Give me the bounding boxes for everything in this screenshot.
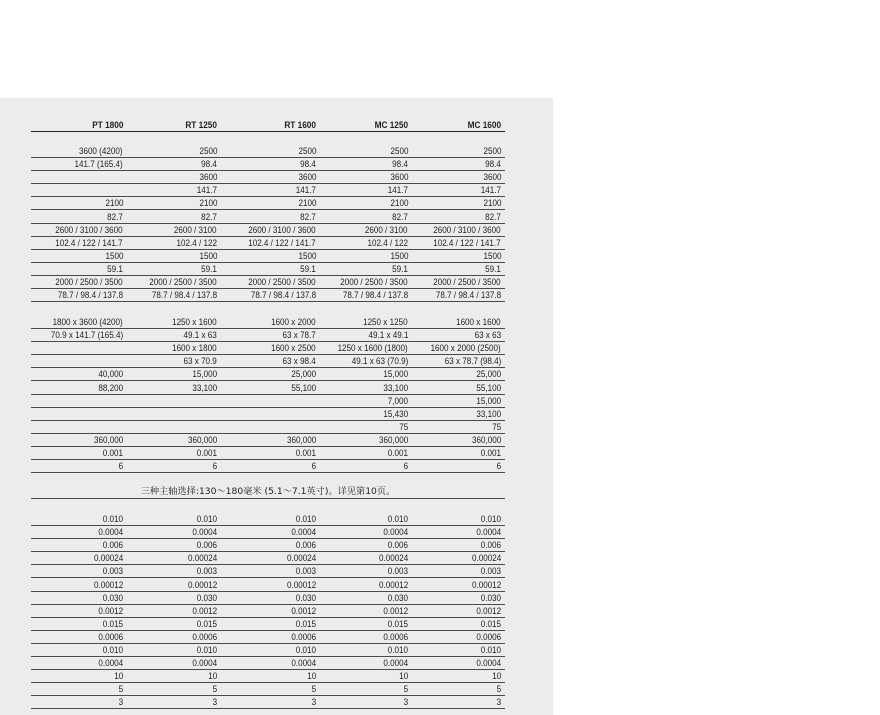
table-cell: 98.4 <box>392 159 408 169</box>
table-row <box>31 552 505 565</box>
table-cell: 102.4 / 122 / 141.7 <box>433 238 501 248</box>
table-cell: 1500 <box>390 251 408 261</box>
table-cell: 3600 <box>483 172 501 182</box>
table-row <box>31 513 505 526</box>
table-row <box>31 145 505 158</box>
table-cell: 0.010 <box>480 514 501 524</box>
table-cell: 10 <box>306 671 316 681</box>
table-cell: 1500 <box>199 251 217 261</box>
table-cell: 0.0004 <box>98 658 123 668</box>
spec-table-panel <box>0 98 553 715</box>
table-cell: 0.0004 <box>192 527 217 537</box>
table-cell: 141.7 (165.4) <box>74 159 123 169</box>
table-cell: 141.7 <box>295 185 316 195</box>
table-cell: 0.015 <box>196 619 217 629</box>
table-row <box>31 460 505 473</box>
table-cell: 5 <box>118 684 123 694</box>
table-cell: 59.1 <box>107 264 123 274</box>
table-cell: 2600 / 3100 / 3600 <box>433 225 501 235</box>
table-row <box>31 368 505 381</box>
table-row <box>31 434 505 447</box>
table-cell: 360,000 <box>471 435 501 445</box>
table-cell: 0.030 <box>480 593 501 603</box>
table-cell: 0.010 <box>295 645 316 655</box>
table-cell: 2000 / 2500 / 3500 <box>340 277 408 287</box>
table-cell: 0.00012 <box>471 580 501 590</box>
table-cell: 0.015 <box>102 619 123 629</box>
table-cell: 63 x 63 <box>474 330 501 340</box>
table-cell: 0.001 <box>196 448 217 458</box>
table-cell: 1500 <box>298 251 316 261</box>
table-cell: 0.0004 <box>98 527 123 537</box>
table-cell: 3 <box>311 697 316 707</box>
table-row <box>31 605 505 618</box>
table-cell: 63 x 78.7 (98.4) <box>444 356 501 366</box>
table-cell: 63 x 70.9 <box>183 356 217 366</box>
table-cell: 0.0004 <box>476 658 501 668</box>
table-cell: 5 <box>496 684 501 694</box>
table-cell: 141.7 <box>387 185 408 195</box>
table-cell: 0.0006 <box>192 632 217 642</box>
table-cell: 3 <box>212 697 217 707</box>
table-cell: 0.010 <box>480 645 501 655</box>
table-cell: 78.7 / 98.4 / 137.8 <box>250 290 316 300</box>
table-row <box>31 618 505 631</box>
table-cell: 0.0012 <box>98 606 123 616</box>
table-cell: 2000 / 2500 / 3500 <box>149 277 217 287</box>
table-cell: 0.015 <box>295 619 316 629</box>
table-cell: 82.7 <box>201 212 217 222</box>
table-cell: 0.001 <box>480 448 501 458</box>
table-cell: 0.010 <box>295 514 316 524</box>
table-cell: 59.1 <box>201 264 217 274</box>
table-cell: 360,000 <box>286 435 316 445</box>
table-cell: 55,100 <box>291 383 316 393</box>
spindle-note: 三种主轴选择:130～180毫米 (5.1～7.1英寸)。详见第10页。 <box>140 486 396 497</box>
table-cell: 6 <box>311 461 316 471</box>
table-cell: 15,000 <box>192 369 217 379</box>
table-cell: 2100 <box>390 198 408 208</box>
table-cell: MC 1600 <box>467 119 501 130</box>
table-cell: 0.010 <box>102 514 123 524</box>
table-cell: 1600 x 1600 <box>456 317 501 327</box>
table-cell: 88,200 <box>98 383 123 393</box>
table-row <box>31 579 505 592</box>
table-cell: 0.00012 <box>187 580 217 590</box>
table-cell: 3600 <box>199 172 217 182</box>
table-cell: 2000 / 2500 / 3500 <box>433 277 501 287</box>
table-cell: 0.00012 <box>93 580 123 590</box>
table-cell: 0.00012 <box>286 580 316 590</box>
table-cell: 2500 <box>483 146 501 156</box>
table-cell: 1800 x 3600 (4200) <box>52 317 123 327</box>
table-cell: 102.4 / 122 / 141.7 <box>248 238 316 248</box>
table-row <box>31 408 505 421</box>
table-cell: 2600 / 3100 <box>174 225 217 235</box>
table-cell: 25,000 <box>291 369 316 379</box>
table-cell: 0.001 <box>387 448 408 458</box>
table-cell: 98.4 <box>201 159 217 169</box>
table-cell: 82.7 <box>300 212 316 222</box>
table-row <box>31 171 505 184</box>
table-cell: 0.00024 <box>187 553 217 563</box>
table-cell: 33,100 <box>476 409 501 419</box>
table-cell: 1250 x 1600 (1800) <box>337 343 408 353</box>
table-cell: 0.00024 <box>286 553 316 563</box>
table-row <box>31 316 505 329</box>
table-cell: 6 <box>496 461 501 471</box>
table-cell: 1600 x 1800 <box>172 343 217 353</box>
table-cell: 6 <box>118 461 123 471</box>
table-cell: MC 1250 <box>374 119 408 130</box>
table-cell: 0.0006 <box>291 632 316 642</box>
table-cell: 0.010 <box>387 645 408 655</box>
table-cell: 3600 <box>298 172 316 182</box>
table-cell: 15,000 <box>383 369 408 379</box>
table-row <box>31 696 505 709</box>
table-row <box>31 224 505 237</box>
table-cell: 2100 <box>483 198 501 208</box>
table-cell: 59.1 <box>300 264 316 274</box>
table-cell: 0.015 <box>387 619 408 629</box>
table-row <box>31 592 505 605</box>
table-cell: 0.0006 <box>383 632 408 642</box>
table-cell: 0.030 <box>102 593 123 603</box>
table-cell: 0.006 <box>102 540 123 550</box>
table-cell: 82.7 <box>107 212 123 222</box>
table-row <box>31 184 505 197</box>
table-cell: 59.1 <box>485 264 501 274</box>
table-cell: 0.0012 <box>476 606 501 616</box>
table-cell: 0.006 <box>480 540 501 550</box>
spindle-note-row <box>31 486 505 499</box>
table-cell: 0.030 <box>196 593 217 603</box>
table-cell: 33,100 <box>383 383 408 393</box>
table-cell: 33,100 <box>192 383 217 393</box>
table-cell: 3600 (4200) <box>79 146 123 156</box>
table-cell: 0.030 <box>387 593 408 603</box>
table-cell: 2000 / 2500 / 3500 <box>55 277 123 287</box>
table-cell: 0.0006 <box>476 632 501 642</box>
table-row <box>31 526 505 539</box>
table-cell: 78.7 / 98.4 / 137.8 <box>151 290 217 300</box>
table-cell: 0.006 <box>196 540 217 550</box>
table-cell: 0.010 <box>196 514 217 524</box>
table-row <box>31 670 505 683</box>
table-cell: 70.9 x 141.7 (165.4) <box>50 330 123 340</box>
table-cell: 1600 x 2000 <box>271 317 316 327</box>
table-row <box>31 657 505 670</box>
table-cell: 360,000 <box>378 435 408 445</box>
table-cell: 0.010 <box>387 514 408 524</box>
table-cell: 10 <box>491 671 501 681</box>
table-cell: 1600 x 2500 <box>271 343 316 353</box>
table-cell: 15,430 <box>383 409 408 419</box>
table-cell: 141.7 <box>480 185 501 195</box>
table-cell: 2100 <box>199 198 217 208</box>
table-cell: 141.7 <box>196 185 217 195</box>
table-cell: 0.010 <box>102 645 123 655</box>
table-cell: 0.006 <box>295 540 316 550</box>
table-cell: 0.001 <box>295 448 316 458</box>
table-cell: 0.0004 <box>291 527 316 537</box>
table-row <box>31 211 505 224</box>
table-cell: 2500 <box>199 146 217 156</box>
table-cell: 0.006 <box>387 540 408 550</box>
table-row <box>31 329 505 342</box>
table-cell: 25,000 <box>476 369 501 379</box>
table-cell: 0.010 <box>196 645 217 655</box>
table-header-row <box>31 119 505 132</box>
table-cell: 0.00012 <box>378 580 408 590</box>
table-cell: 2600 / 3100 / 3600 <box>248 225 316 235</box>
table-cell: 1250 x 1250 <box>363 317 408 327</box>
table-cell: 102.4 / 122 <box>367 238 408 248</box>
table-cell: 0.0004 <box>476 527 501 537</box>
table-cell: 0.003 <box>196 566 217 576</box>
table-cell: 75 <box>491 422 501 432</box>
table-cell: 0.015 <box>480 619 501 629</box>
table-cell: 360,000 <box>187 435 217 445</box>
table-cell: 0.0004 <box>291 658 316 668</box>
table-row <box>31 382 505 395</box>
table-row <box>31 683 505 696</box>
table-cell: 3 <box>403 697 408 707</box>
table-row <box>31 342 505 355</box>
table-cell: 1500 <box>105 251 123 261</box>
table-row <box>31 447 505 460</box>
table-row <box>31 565 505 578</box>
table-cell: 3600 <box>390 172 408 182</box>
table-cell: 78.7 / 98.4 / 137.8 <box>342 290 408 300</box>
table-cell: 40,000 <box>98 369 123 379</box>
table-cell: 98.4 <box>485 159 501 169</box>
table-cell: 98.4 <box>300 159 316 169</box>
table-cell: RT 1600 <box>284 119 316 130</box>
table-cell: PT 1800 <box>91 119 123 130</box>
table-cell: 2100 <box>105 198 123 208</box>
table-cell: 78.7 / 98.4 / 137.8 <box>57 290 123 300</box>
table-cell: 0.0012 <box>383 606 408 616</box>
table-cell: 2500 <box>298 146 316 156</box>
table-row <box>31 197 505 210</box>
table-cell: 2600 / 3100 <box>365 225 408 235</box>
table-cell: 0.00024 <box>471 553 501 563</box>
table-cell: 55,100 <box>476 383 501 393</box>
table-cell: 2000 / 2500 / 3500 <box>248 277 316 287</box>
table-cell: 6 <box>212 461 217 471</box>
table-cell: 0.003 <box>480 566 501 576</box>
table-cell: 49.1 x 49.1 <box>367 330 408 340</box>
table-cell: 0.001 <box>102 448 123 458</box>
table-row <box>31 237 505 250</box>
table-cell: 49.1 x 63 (70.9) <box>351 356 408 366</box>
table-cell: 10 <box>207 671 217 681</box>
table-cell: 59.1 <box>392 264 408 274</box>
table-cell: 7,000 <box>387 396 408 406</box>
table-cell: 63 x 98.4 <box>282 356 316 366</box>
table-row <box>31 644 505 657</box>
table-cell: 3 <box>118 697 123 707</box>
table-cell: 10 <box>113 671 123 681</box>
table-cell: 78.7 / 98.4 / 137.8 <box>435 290 501 300</box>
table-row <box>31 355 505 368</box>
table-cell: 2500 <box>390 146 408 156</box>
table-row <box>31 631 505 644</box>
table-row <box>31 250 505 263</box>
table-cell: RT 1250 <box>185 119 217 130</box>
table-cell: 75 <box>398 422 408 432</box>
table-cell: 0.003 <box>102 566 123 576</box>
table-cell: 102.4 / 122 / 141.7 <box>55 238 123 248</box>
table-cell: 0.003 <box>295 566 316 576</box>
table-cell: 2100 <box>298 198 316 208</box>
table-cell: 49.1 x 63 <box>183 330 217 340</box>
table-cell: 1250 x 1600 <box>172 317 217 327</box>
table-cell: 82.7 <box>485 212 501 222</box>
table-cell: 5 <box>311 684 316 694</box>
table-cell: 102.4 / 122 <box>176 238 217 248</box>
table-row <box>31 539 505 552</box>
table-cell: 1600 x 2000 (2500) <box>430 343 501 353</box>
table-cell: 0.0004 <box>383 658 408 668</box>
table-cell: 0.00024 <box>378 553 408 563</box>
table-cell: 0.0012 <box>192 606 217 616</box>
table-cell: 5 <box>403 684 408 694</box>
table-row <box>31 263 505 276</box>
table-cell: 15,000 <box>476 396 501 406</box>
table-cell: 360,000 <box>93 435 123 445</box>
table-cell: 82.7 <box>392 212 408 222</box>
table-cell: 5 <box>212 684 217 694</box>
table-cell: 0.030 <box>295 593 316 603</box>
table-row <box>31 421 505 434</box>
table-cell: 10 <box>398 671 408 681</box>
table-cell: 0.003 <box>387 566 408 576</box>
table-cell: 0.0006 <box>98 632 123 642</box>
table-cell: 63 x 78.7 <box>282 330 316 340</box>
table-row <box>31 289 505 302</box>
table-cell: 2600 / 3100 / 3600 <box>55 225 123 235</box>
table-cell: 0.0004 <box>192 658 217 668</box>
table-cell: 3 <box>496 697 501 707</box>
table-row <box>31 158 505 171</box>
table-cell: 0.00024 <box>93 553 123 563</box>
table-cell: 0.0012 <box>291 606 316 616</box>
table-cell: 1500 <box>483 251 501 261</box>
table-cell: 0.0004 <box>383 527 408 537</box>
table-cell: 6 <box>403 461 408 471</box>
table-row <box>31 395 505 408</box>
table-row <box>31 276 505 289</box>
